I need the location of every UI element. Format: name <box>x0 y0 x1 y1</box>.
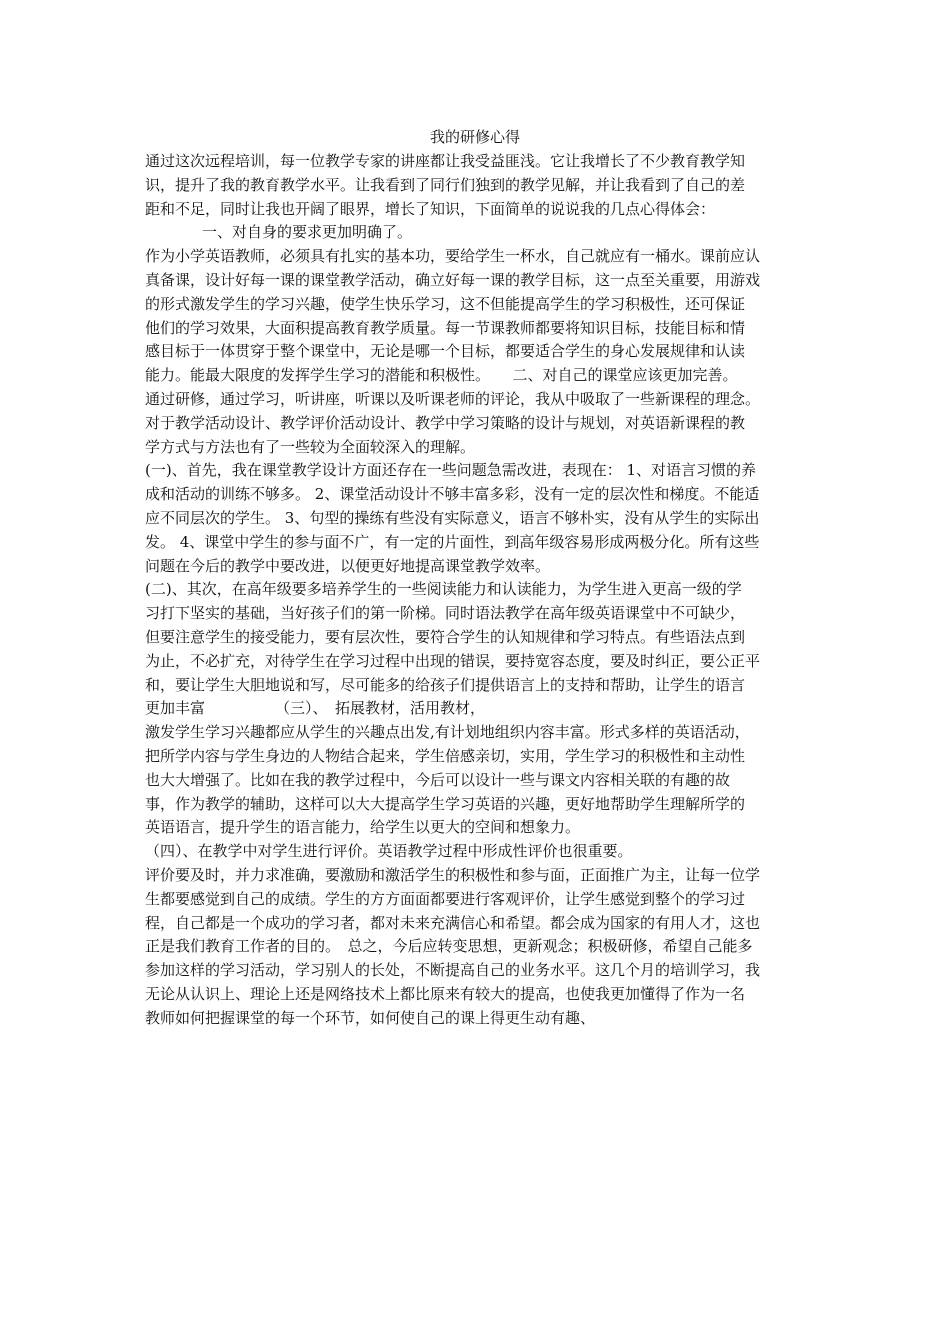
paragraph-line: 作为小学英语教师，必须具有扎实的基本功，要给学生一杯水，自己就应有一桶水。课前应认 <box>145 247 761 266</box>
paragraph-line: (二)、其次，在高年级要多培养学生的一些阅读能力和认读能力，为学生进入更高一级的学 <box>145 580 742 599</box>
paragraph-line: 参加这样的学习活动，学习别人的长处，不断提高自己的业务水平。这几个月的培训学习，我 <box>145 961 761 980</box>
paragraph-line: 通过这次远程培训，每一位教学专家的讲座都让我受益匪浅。它让我增长了不少教育教学知 <box>145 152 746 170</box>
document-title: 我的研修心得 <box>429 128 520 146</box>
paragraph-line: 也大大增强了。比如在我的教学过程中，今后可以设计一些与课文内容相关联的有趣的故 <box>145 770 731 789</box>
paragraph-fragment: 更加丰富 <box>145 699 206 718</box>
paragraph-line: 的形式激发学生的学习兴趣，使学生快乐学习，这不但能提高学生的学习积极性，还可保证 <box>145 294 746 313</box>
paragraph-line: 发。 4、课堂中学生的参与面不广，有一定的片面性，到高年级容易形成两极分化。所有这些 <box>145 532 760 551</box>
paragraph-line: 英语语言，提升学生的语言能力，给学生以更大的空间和想象力。 <box>145 818 581 837</box>
paragraph-line: 生都要感觉到自己的成绩。学生的方方面面都要进行客观评价，让学生感觉到整个的学习过 <box>145 889 746 908</box>
paragraph-line: 事，作为教学的辅助，这样可以大大提高学生学习英语的兴趣，更好地帮助学生理解所学的 <box>145 794 746 813</box>
section-heading-1: 一、对自身的要求更加明确了。 <box>202 223 413 242</box>
paragraph-line: 成和活动的训练不够多。 2、课堂活动设计不够丰富多彩，没有一定的层次性和梯度。不能适 <box>145 485 760 504</box>
paragraph-line: 应不同层次的学生。 3、句型的操练有些没有实际意义，语言不够朴实，没有从学生的实际出 <box>145 508 760 527</box>
paragraph-line-with-heading <box>145 697 810 721</box>
paragraph-line: 通过研修，通过学习，听讲座，听课以及听课老师的评论，我从中吸取了一些新课程的理念。 <box>145 389 761 408</box>
section-heading-3: （三）、 拓展教材，活用教材， <box>275 699 486 718</box>
paragraph-line: 问题在今后的教学中要改进，以便更好地提高课堂教学效率。 <box>145 556 551 575</box>
paragraph-line: 识，提升了我的教育教学水平。让我看到了同行们独到的教学见解，并让我看到了自己的差 <box>145 175 746 194</box>
document-body <box>145 150 810 1030</box>
paragraph-line: 学方式与方法也有了一些较为全面较深入的理解。 <box>145 437 476 456</box>
paragraph-line: 真备课，设计好每一课的课堂教学活动，确立好每一课的教学目标，这一点至关重要，用游戏 <box>145 270 761 289</box>
paragraph-line: 感目标于一体贯穿于整个课堂中，无论是哪一个目标，都要适合学生的身心发展规律和认读 <box>145 342 746 361</box>
paragraph-line: 距和不足，同时让我也开阔了眼界，增长了知识，下面简单的说说我的几点心得体会： <box>145 199 716 218</box>
paragraph-line: 和，要让学生大胆地说和写，尽可能多的给孩子们提供语言上的支持和帮助，让学生的语言 <box>145 675 746 694</box>
paragraph-line: 激发学生学习兴趣都应从学生的兴趣点出发,有计划地组织内容丰富。形式多样的英语活动， <box>145 723 750 742</box>
paragraph-line: 他们的学习效果，大面积提高教育教学质量。每一节课教师都要将知识目标，技能目标和情 <box>145 318 746 337</box>
paragraph-line: 能力。能最大限度的发挥学生学习的潜能和积极性。 二、对自己的课堂应该更加完善。 <box>145 366 738 385</box>
section-heading-4: （四）、在教学中对学生进行评价。英语教学过程中形成性评价也很重要。 <box>145 842 633 861</box>
paragraph-line: 但要注意学生的接受能力，要有层次性，要符合学生的认知规律和学习特点。有些语法点到 <box>145 627 746 646</box>
paragraph-line: 教师如何把握课堂的每一个环节，如何使自己的课上得更生动有趣、 <box>145 1008 596 1027</box>
paragraph-line: 无论从认识上、理论上还是网络技术上都比原来有较大的提高，也使我更加懂得了作为一名 <box>145 984 746 1003</box>
paragraph-line: 对于教学活动设计、教学评价活动设计、教学中学习策略的设计与规划，对英语新课程的教 <box>145 413 746 432</box>
paragraph-line: 习打下坚实的基础，当好孩子们的第一阶梯。同时语法教学在高年级英语课堂中不可缺少， <box>145 604 746 623</box>
paragraph-line: 为止，不必扩充，对待学生在学习过程中出现的错误，要持宽容态度，要及时纠正，要公正平 <box>145 651 761 670</box>
paragraph-line: 把所学内容与学生身边的人物结合起来，学生倍感亲切，实用，学生学习的积极性和主动性 <box>145 746 746 765</box>
paragraph-line: (一)、首先，我在课堂教学设计方面还存在一些问题急需改进，表现在： 1、对语言习惯的养 <box>145 461 757 480</box>
paragraph-line: 评价要及时，并力求准确，要激励和激活学生的积极性和参与面，正面推广为主，让每一位学 <box>145 865 761 884</box>
paragraph-line: 正是我们教育工作者的目的。 总之，今后应转变思想，更新观念；积极研修，希望自己能多 <box>145 937 753 956</box>
paragraph-line: 程，自己都是一个成功的学习者，都对未来充满信心和希望。都会成为国家的有用人才，这也 <box>145 913 761 932</box>
